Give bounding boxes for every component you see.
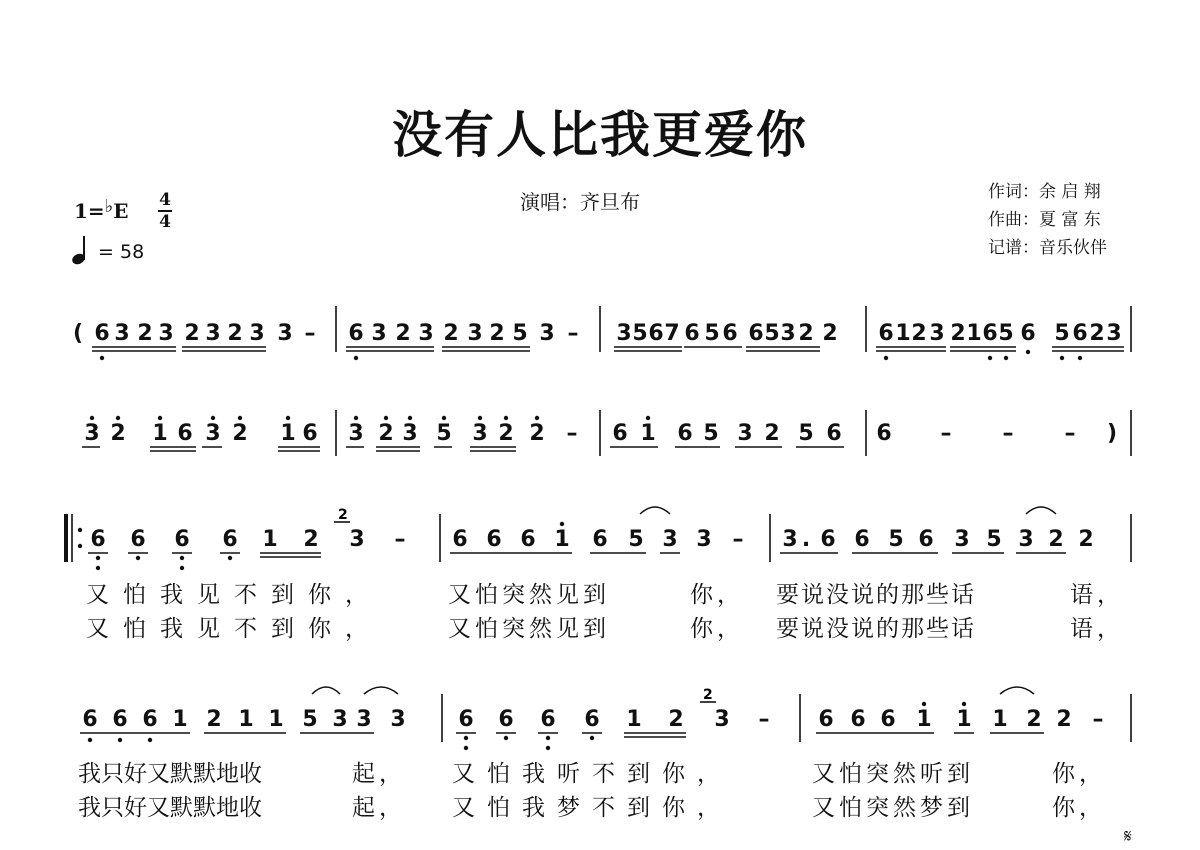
note: 5 — [888, 527, 904, 552]
note: 3 — [467, 321, 483, 346]
octave-dot — [962, 702, 966, 706]
note: 3 — [349, 527, 365, 552]
note: 6 — [677, 421, 693, 446]
note: 6 — [174, 527, 190, 552]
octave-dot — [136, 556, 140, 560]
note: – — [567, 321, 579, 346]
note: 2 — [950, 321, 966, 346]
lyric-line3-v1e: 语， — [1070, 582, 1124, 608]
note: 6 — [302, 421, 318, 446]
octave-dot — [1004, 356, 1008, 360]
note: 2 — [443, 321, 459, 346]
note: 2 — [764, 421, 780, 446]
octave-dot — [286, 416, 290, 420]
octave-dot — [180, 566, 184, 570]
note: 3 — [472, 421, 488, 446]
note: 3 — [929, 321, 945, 346]
note: 2 — [822, 321, 838, 346]
grace-note: 2 — [338, 507, 348, 523]
tie-arc — [312, 687, 340, 694]
note: ) — [1106, 421, 1118, 446]
composer-credit: 作曲：夏 富 东 — [988, 210, 1101, 230]
octave-dot — [100, 356, 104, 360]
note: 6 — [348, 321, 364, 346]
note: 5 — [632, 321, 648, 346]
note: – — [566, 421, 578, 446]
note: 1 — [554, 527, 570, 552]
note: 5 — [436, 421, 452, 446]
note: 1 — [280, 421, 296, 446]
note: 6 — [918, 527, 934, 552]
note: 2 — [911, 321, 927, 346]
lyric-line3-v1c: 你， — [690, 582, 744, 608]
note: 3 — [1106, 321, 1122, 346]
note: 6 — [142, 707, 158, 732]
note: 3 — [418, 321, 434, 346]
key-letter: E — [113, 199, 129, 223]
octave-dot — [504, 736, 508, 740]
lyric-line4-v2a: 我只好又默默地收 — [78, 795, 262, 821]
note: 5 — [998, 321, 1014, 346]
note: 2 — [378, 421, 394, 446]
note: 6 — [584, 707, 600, 732]
note: – — [732, 527, 744, 552]
octave-dot — [464, 746, 468, 750]
time-top: 4 — [159, 190, 171, 210]
note: 1 — [956, 707, 972, 732]
note: 2 — [227, 321, 243, 346]
octave-dot — [535, 416, 539, 420]
note: 5 — [704, 321, 720, 346]
note: 3 — [158, 321, 174, 346]
note: 5 — [986, 527, 1002, 552]
octave-dot — [560, 522, 564, 526]
note: 2 — [498, 421, 514, 446]
note: 3 — [348, 421, 364, 446]
octave-dot — [96, 556, 100, 560]
note: 2 — [206, 707, 222, 732]
tie-arc — [364, 687, 398, 694]
note: 3 — [332, 707, 348, 732]
note: 2 — [110, 421, 126, 446]
octave-dot — [354, 416, 358, 420]
lyric-line4-v2b: 起， — [352, 795, 406, 821]
octave-dot — [180, 556, 184, 560]
note: 5 — [703, 421, 719, 446]
lyric-line4-v1b: 起， — [352, 761, 406, 787]
note: 6 — [82, 707, 98, 732]
note: 3 — [1018, 527, 1034, 552]
tempo-value: = 58 — [98, 241, 145, 263]
lyric-line4-v2d: 又怕突然梦到 — [812, 795, 974, 821]
note: – — [394, 527, 406, 552]
note: 2 — [232, 421, 248, 446]
note: 3 — [539, 321, 555, 346]
note: 6 — [486, 527, 502, 552]
note: 3 — [714, 707, 730, 732]
tie-arc — [640, 507, 670, 514]
tie-arc — [1000, 687, 1034, 694]
note: 3 — [782, 527, 798, 552]
note: 6 — [90, 527, 106, 552]
octave-dot — [442, 416, 446, 420]
lyric-line4-v1d: 又怕突然听到 — [812, 761, 974, 787]
octave-dot — [546, 736, 550, 740]
octave-dot — [464, 736, 468, 740]
time-bottom: 4 — [159, 212, 171, 232]
note: 6 — [458, 707, 474, 732]
singer-credit: 演唱：齐旦布 — [520, 190, 640, 214]
note: 7 — [664, 321, 680, 346]
note: 6 — [748, 321, 764, 346]
note: 3 — [696, 527, 712, 552]
lyric-line3-v2e: 语， — [1070, 616, 1124, 642]
note: 6 — [112, 707, 128, 732]
octave-dot — [90, 416, 94, 420]
octave-dot — [988, 356, 992, 360]
note: 6 — [612, 421, 628, 446]
note: 5 — [512, 321, 528, 346]
note: – — [304, 321, 316, 346]
octave-dot — [211, 416, 215, 420]
note: 6 — [94, 321, 110, 346]
octave-dot — [354, 356, 358, 360]
octave-dot — [118, 738, 122, 742]
note: 6 — [880, 707, 896, 732]
lyric-line4-v2e: 你， — [1052, 795, 1106, 821]
note: 1 — [238, 707, 254, 732]
note: 5 — [628, 527, 644, 552]
note: 2 — [668, 707, 684, 732]
transcriber-credit: 记谱：音乐伙伴 — [988, 238, 1107, 258]
note: 6 — [1020, 321, 1036, 346]
lyric-line3-v2b: 又怕突然见到 — [448, 616, 610, 642]
octave-dot — [148, 738, 152, 742]
paren-open: ( — [73, 321, 84, 346]
note: 2 — [395, 321, 411, 346]
note: 3 — [114, 321, 130, 346]
note: 5 — [764, 321, 780, 346]
note: 6 — [498, 707, 514, 732]
note: 3 — [780, 321, 796, 346]
note: 1 — [992, 707, 1008, 732]
octave-dot — [158, 416, 162, 420]
lyric-line4-v1e: 你， — [1052, 761, 1106, 787]
note: – — [1064, 421, 1076, 446]
note: 6 — [222, 527, 238, 552]
tie-arc — [1026, 507, 1056, 514]
octave-dot — [478, 416, 482, 420]
note: – — [1002, 421, 1014, 446]
octave-dot — [1060, 356, 1064, 360]
note: 2 — [1048, 527, 1064, 552]
note: 3 — [954, 527, 970, 552]
note: 3 — [205, 321, 221, 346]
octave-dot — [590, 736, 594, 740]
lyric-line3-v2a: 又怕我见不到你， — [86, 616, 382, 642]
note: 6 — [130, 527, 146, 552]
note: 5 — [798, 421, 814, 446]
note: 2 — [303, 527, 319, 552]
lyric-line3-v2c: 你， — [690, 616, 744, 642]
note: 2 — [137, 321, 153, 346]
lyricist-credit: 作词：余 启 翔 — [988, 182, 1101, 202]
note: 1 — [268, 707, 284, 732]
note: 6 — [876, 421, 892, 446]
octave-dot — [922, 702, 926, 706]
note: 6 — [452, 527, 468, 552]
note: 6 — [820, 527, 836, 552]
note: 3 — [737, 421, 753, 446]
note: 6 — [826, 421, 842, 446]
note: 6 — [540, 707, 556, 732]
note: 2 — [1089, 321, 1105, 346]
note: 1 — [966, 321, 982, 346]
octave-dot — [1078, 356, 1082, 360]
note: – — [1092, 707, 1104, 732]
grace-note-2: 2 — [703, 687, 713, 703]
lyric-line3-v1d: 要说没说的那些话 — [776, 582, 976, 608]
note: 6 — [520, 527, 536, 552]
octave-dot — [884, 356, 888, 360]
octave-dot — [78, 528, 82, 532]
note: 1 — [172, 707, 188, 732]
note: 6 — [850, 707, 866, 732]
note: 1 — [895, 321, 911, 346]
note: 5 — [302, 707, 318, 732]
note: 1 — [152, 421, 168, 446]
octave-dot — [116, 416, 120, 420]
note: 3 — [205, 421, 221, 446]
note: 2 — [184, 321, 200, 346]
note: 6 — [722, 321, 738, 346]
note: 3 — [402, 421, 418, 446]
lyric-line4-v2c: 又怕我梦不到你， — [452, 795, 732, 821]
lyric-line3-v1b: 又怕突然见到 — [448, 582, 610, 608]
octave-dot — [88, 738, 92, 742]
note: 6 — [177, 421, 193, 446]
octave-dot — [408, 416, 412, 420]
octave-dot — [78, 544, 82, 548]
note: 6 — [818, 707, 834, 732]
note: 1 — [916, 707, 932, 732]
note: 3 — [616, 321, 632, 346]
octave-dot — [546, 746, 550, 750]
note: 2 — [529, 421, 545, 446]
note: – — [758, 707, 770, 732]
octave-dot — [238, 416, 242, 420]
note: – — [940, 421, 952, 446]
note: 6 — [592, 527, 608, 552]
flat-icon: ♭ — [104, 196, 114, 217]
key-prefix: 1= — [74, 199, 105, 223]
note: 3 — [277, 321, 293, 346]
octave-dot — [1026, 350, 1030, 354]
octave-dot — [228, 556, 232, 560]
octave-dot — [96, 566, 100, 570]
note: 2 — [489, 321, 505, 346]
note: 3 — [390, 707, 406, 732]
note: 2 — [1078, 527, 1094, 552]
octave-dot — [646, 416, 650, 420]
lyric-line4-v1c: 又怕我听不到你， — [452, 761, 732, 787]
note: 2 — [1026, 707, 1042, 732]
note: 3 — [356, 707, 372, 732]
note: . — [801, 527, 811, 552]
note: 6 — [854, 527, 870, 552]
note: 6 — [648, 321, 664, 346]
lyric-line3-v1a: 又怕我见不到你， — [86, 582, 382, 608]
note: 1 — [626, 707, 642, 732]
note: 6 — [1072, 321, 1088, 346]
note: 2 — [1056, 707, 1072, 732]
note: 3 — [371, 321, 387, 346]
song-title: 没有人比我更爱你 — [392, 105, 808, 164]
note: 1 — [640, 421, 656, 446]
lyric-line4-v1a: 我只好又默默地收 — [78, 761, 262, 787]
note: 2 — [798, 321, 814, 346]
note: 3 — [249, 321, 265, 346]
octave-dot — [504, 416, 508, 420]
segno-icon: 𝄋 — [1124, 826, 1132, 847]
note: 6 — [684, 321, 700, 346]
note: 5 — [1054, 321, 1070, 346]
note: 3 — [662, 527, 678, 552]
note: 1 — [262, 527, 278, 552]
note: 3 — [84, 421, 100, 446]
note: 6 — [982, 321, 998, 346]
lyric-line3-v2d: 要说没说的那些话 — [776, 616, 976, 642]
octave-dot — [384, 416, 388, 420]
note: 6 — [878, 321, 894, 346]
